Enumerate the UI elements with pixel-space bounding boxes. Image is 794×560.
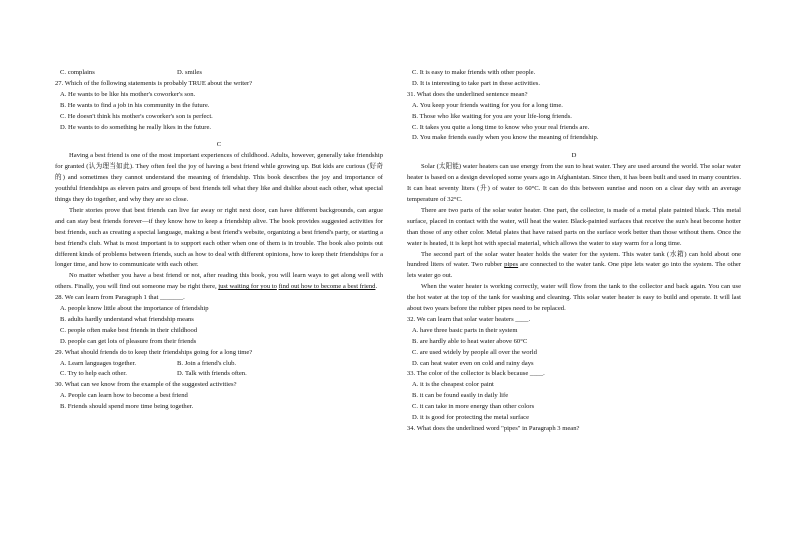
question-28: 28. We can learn from Paragraph 1 that _______. xyxy=(55,294,185,302)
q30-option-d: D. It is interesting to take part in these activities. xyxy=(412,79,540,87)
q29-option-d: D. Talk with friends often. xyxy=(177,370,247,378)
passage-d-paragraph-3: The second part of the solar water heater holds the water for the system. This water tank (水箱) can hold about one hundred liters of water. Two rubber pipes are connected to the water tank. One pipe lets water go into the system. The other lets water go out. xyxy=(407,250,741,280)
q26-options xyxy=(55,68,383,79)
q28-option-c: C. people often make best friends in their childhood xyxy=(60,326,198,334)
q28-option-b: B. adults hardly understand what friendship means xyxy=(60,315,194,323)
passage-d-paragraph-2: There are two parts of the solar water heater. One part, the collector, is made of a metal plate painted black. This metal surface, placed in contact with the water, will heat the water. Black-painted surfaces that receive the sun's heat become hotter than those of any other color. Metal plates that have raised parts on the surface work better than those without them. Once the water is heated, it is kept hot with special material, which allows the water to stay warm for a long time. xyxy=(407,206,741,247)
q31-option-a: A. You keep your friends waiting for you for a long time. xyxy=(412,101,563,109)
q30-option-a: A. People can learn how to become a best friend xyxy=(60,392,188,400)
q30-option-c: C. It is easy to make friends with other people. xyxy=(412,69,536,76)
q29-options-cd xyxy=(55,369,383,380)
q26-option-d: D. smiles xyxy=(177,69,202,76)
question-33: 33. The color of the collector is black because ____. xyxy=(407,370,545,378)
question-31: 31. What does the underlined sentence mean? xyxy=(407,90,528,98)
q29-option-c: C. Try to help each other. xyxy=(60,370,127,378)
passage-c-title: C xyxy=(216,141,222,149)
q31-option-b: B. Those who like waiting for you are your life-long friends. xyxy=(412,112,572,120)
underlined-sentence-part-2: find out how to become a best friend xyxy=(278,283,376,291)
q32-option-c: C. are used widely by people all over the world xyxy=(412,348,537,356)
question-27: 27. Which of the following statements is probably TRUE about the writer? xyxy=(55,79,253,87)
q33-option-b: B. it can be found easily in daily life xyxy=(412,392,509,400)
passage-c-paragraph-2: Their stories prove that best friends can live far away or right next door, can have different backgrounds, can argue and can stay best friends forever—if they know how to keep a friendship alive. The book provides suggested activities for best friends, such as creating a special language, making a best friend's website, organizing a best friend's party, or starting a best friend's club. What is most important is to support each other when one of them is in trouble. The book also points out different kinds of problems between friends, such as how to deal with different opinions, how to keep their friendships for a longer time, and how to communicate with each other. xyxy=(55,206,383,269)
q27-option-b: B. He wants to find a job in his community in the future. xyxy=(60,101,210,109)
q33-option-c: C. it can take in more energy than other colors xyxy=(412,403,535,411)
passage-d-paragraph-1: Solar (太阳能) water heaters can use energy from the sun to heat water. They are used around the world. The solar water heater is based on a design developed some years ago in Afghanistan. Since then, it has been built and used in many countries. It can heat seventy liters (升) of water to 60°C. It can do this between sunrise and noon on a clear day with an average temperature of 32°C. xyxy=(407,163,741,203)
q29-option-b: B. Join a friend's club. xyxy=(177,359,237,367)
question-34: 34. What does the underlined word "pipes" in Paragraph 3 mean? xyxy=(407,425,580,432)
left-column xyxy=(55,68,383,413)
q28-option-a: A. people know little about the importance of friendship xyxy=(60,305,209,313)
question-32: 32. We can learn that solar water heaters ____. xyxy=(407,315,531,323)
passage-c-paragraph-3: No matter whether you have a best friend or not, after reading this book, you will learn ways to get along well with others. Finally, you will find out someone may be right there, just waiting for you to find out how to become a best friend. xyxy=(55,272,383,291)
q27-option-c: C. He doesn't think his mother's coworker's son is perfect. xyxy=(60,112,213,120)
right-column xyxy=(407,68,741,435)
underlined-word-pipes: pipes xyxy=(504,261,519,269)
q30-option-b: B. Friends should spend more time being together. xyxy=(60,403,194,411)
q27-option-d: D. He wants to do something he really likes in the future. xyxy=(60,123,212,131)
q29-option-a: A. Learn languages together. xyxy=(60,359,136,367)
q27-option-a: A. He wants to be like his mother's coworker's son. xyxy=(60,90,196,98)
q32-option-a: A. have three basic parts in their system xyxy=(412,326,518,334)
passage-c-paragraph-1: Having a best friend is one of the most important experiences of childhood. Adults, however, generally take friendship for granted (认为理当如此). They often feel the joy of having a best friend while growing up. But kids are curious (好奇的) and sometimes they cannot understand the meaning of friendship. This book describes the joy and importance of youthful friendships as eleven pairs and groups of best friends tell what they like and dislike about each other, what special things they do together, and why they are so close. xyxy=(55,152,383,203)
q33-option-a: A. it is the cheapest color paint xyxy=(412,381,494,389)
q29-options-ab xyxy=(55,359,383,370)
passage-d-title: D xyxy=(571,152,577,160)
q32-option-d: D. can heat water even on cold and rainy days xyxy=(412,359,534,367)
question-29: 29. What should friends do to keep their friendships going for a long time? xyxy=(55,348,253,356)
q28-option-d: D. people can get lots of pleasure from their friends xyxy=(60,337,197,345)
q26-option-c: C. complains xyxy=(60,69,95,76)
q33-option-d: D. it is good for protecting the metal surface xyxy=(412,414,530,422)
passage-d-paragraph-4: When the water heater is working correctly, water will flow from the tank to the collector and back again. You can use the hot water at the top of the tank for washing and cleaning. This solar water heater is easy to build and operate. It will last about two years before the rubber pipes need to be replaced. xyxy=(407,283,741,313)
underlined-sentence-part-1: just waiting for you to xyxy=(218,283,277,291)
q32-option-b: B. are hardly able to heat water above 60°C xyxy=(412,337,528,345)
question-30: 30. What can we know from the example of the suggested activities? xyxy=(55,381,237,389)
q31-option-d: D. You make friends easily when you know the meaning of friendship. xyxy=(412,134,599,142)
q31-option-c: C. It takes you quite a long time to know who your real friends are. xyxy=(412,123,590,131)
